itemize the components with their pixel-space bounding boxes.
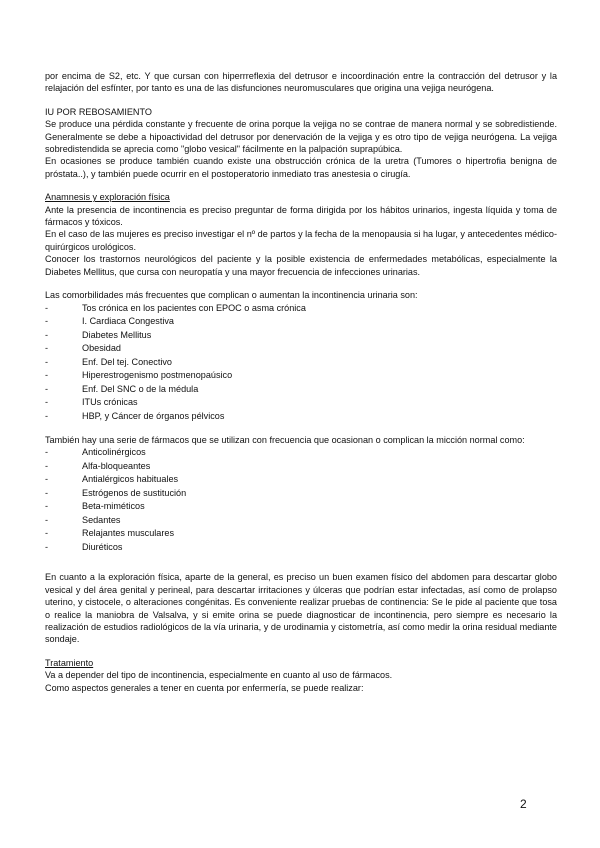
list-item: - Obesidad	[45, 343, 121, 353]
iu-paragraph-1: Se produce una pérdida constante y frecuente de orina porque la vejiga no se contrae de manera normal y se sobredistiende. Generalmente se debe a hipoactividad del detrusor por denervación de la vejiga y es otro tipo de vejiga neurógena. La vejiga sobredistendida se aprecia como "globo vesical" fácilmente en la palpación suprapúbica.	[45, 119, 557, 155]
anamnesis-paragraph-2: En el caso de las mujeres es preciso investigar el nº de partos y la fecha de la menopausia si ha lugar, y antecedentes médico-quirúrgicos urológicos.	[45, 229, 557, 252]
treatment-heading: Tratamiento	[45, 657, 94, 668]
list-item: - Relajantes musculares	[45, 528, 174, 539]
list-item: - Antialérgicos habituales	[45, 474, 179, 485]
treatment-paragraph-1: Va a depender del tipo de incontinencia, especialmente en cuanto al uso de fármacos.	[45, 670, 393, 681]
comorbidities-intro: Las comorbilidades más frecuentes que complican o aumentan la incontinencia urinaria son:	[45, 290, 418, 301]
list-item: - Enf. Del tej. Conectivo	[45, 356, 172, 367]
drugs-intro: También hay una serie de fármacos que se utilizan con frecuencia que ocasionan o complican la micción normal como:	[45, 435, 525, 445]
list-item: - I. Cardiaca Congestiva	[45, 316, 174, 326]
list-item: - Sedantes	[45, 514, 121, 525]
drugs-list	[45, 446, 557, 554]
list-item: - Estrógenos de sustitución	[45, 487, 187, 498]
document-page	[45, 70, 557, 694]
treatment-paragraph-2: Como aspectos generales a tener en cuenta por enfermería, se puede realizar:	[45, 682, 364, 693]
intro-paragraph: por encima de S2, etc. Y que cursan con hiperrreflexia del detrusor e incoordinación entre la contracción del detrusor y la relajación del esfínter, por tanto es una de las disfunciones neuromusculares que origina una vejiga neurógena.	[45, 71, 557, 94]
exploration-paragraph: En cuanto a la exploración física, aparte de la general, es preciso un buen examen físico del abdomen para descartar globo vesical y del área genital y perineal, para descartar irritaciones y úlceras que podrían estar infectadas, así como de prolapso uterino, y cistocele, o alteraciones congénitas. Es conveniente realizar pruebas de continencia: Se le pide al paciente que tosa o realice la maniobra de Valsalva, y si emite orina se puede diagnosticar de incontinencia, pero siempre es necesario la realización de estudios radiológicos de la vía urinaria, y de urodinamia y cistometría, así como medir la orina residual mediante sondaje.	[45, 572, 557, 645]
page-number: 2	[520, 797, 527, 811]
comorbidities-list	[45, 302, 557, 424]
list-item: - Enf. Del SNC o de la médula	[45, 383, 199, 394]
list-item: - Diabetes Mellitus	[45, 329, 152, 340]
anamnesis-paragraph-1: Ante la presencia de incontinencia es preciso preguntar de forma dirigida por los hábitos urinarios, ingesta líquida y toma de fármacos y tóxicos.	[45, 204, 557, 228]
iu-heading: IU POR REBOSAMIENTO	[45, 106, 152, 117]
anamnesis-heading: Anamnesis y exploración física	[45, 192, 170, 203]
list-item: - Beta-miméticos	[45, 501, 145, 512]
list-item: - HBP, y Cáncer de órganos pélvicos	[45, 410, 225, 421]
list-item: - ITUs crónicas	[45, 397, 138, 407]
iu-paragraph-2: En ocasiones se produce también cuando existe una obstrucción crónica de la uretra (Tumores o hipertrofia benigna de próstata..), y también puede ocurrir en el postoperatorio inmediato tras anestesia o cirugía.	[45, 156, 557, 179]
anamnesis-paragraph-3: Conocer los trastornos neurológicos del paciente y la posible existencia de enfermedades metabólicas, especialmente la Diabetes Mellitus, que cursa con neuropatía y una mayor frecuencia de infecciones urinarias.	[45, 254, 557, 277]
list-item: - Diuréticos	[45, 541, 123, 552]
list-item: - Hiperestrogenismo postmenopaúsico	[45, 370, 233, 380]
list-item: - Alfa-bloqueantes	[45, 460, 151, 471]
list-item: - Anticolinérgicos	[45, 447, 146, 458]
list-item: - Tos crónica en los pacientes con EPOC o asma crónica	[45, 302, 306, 313]
